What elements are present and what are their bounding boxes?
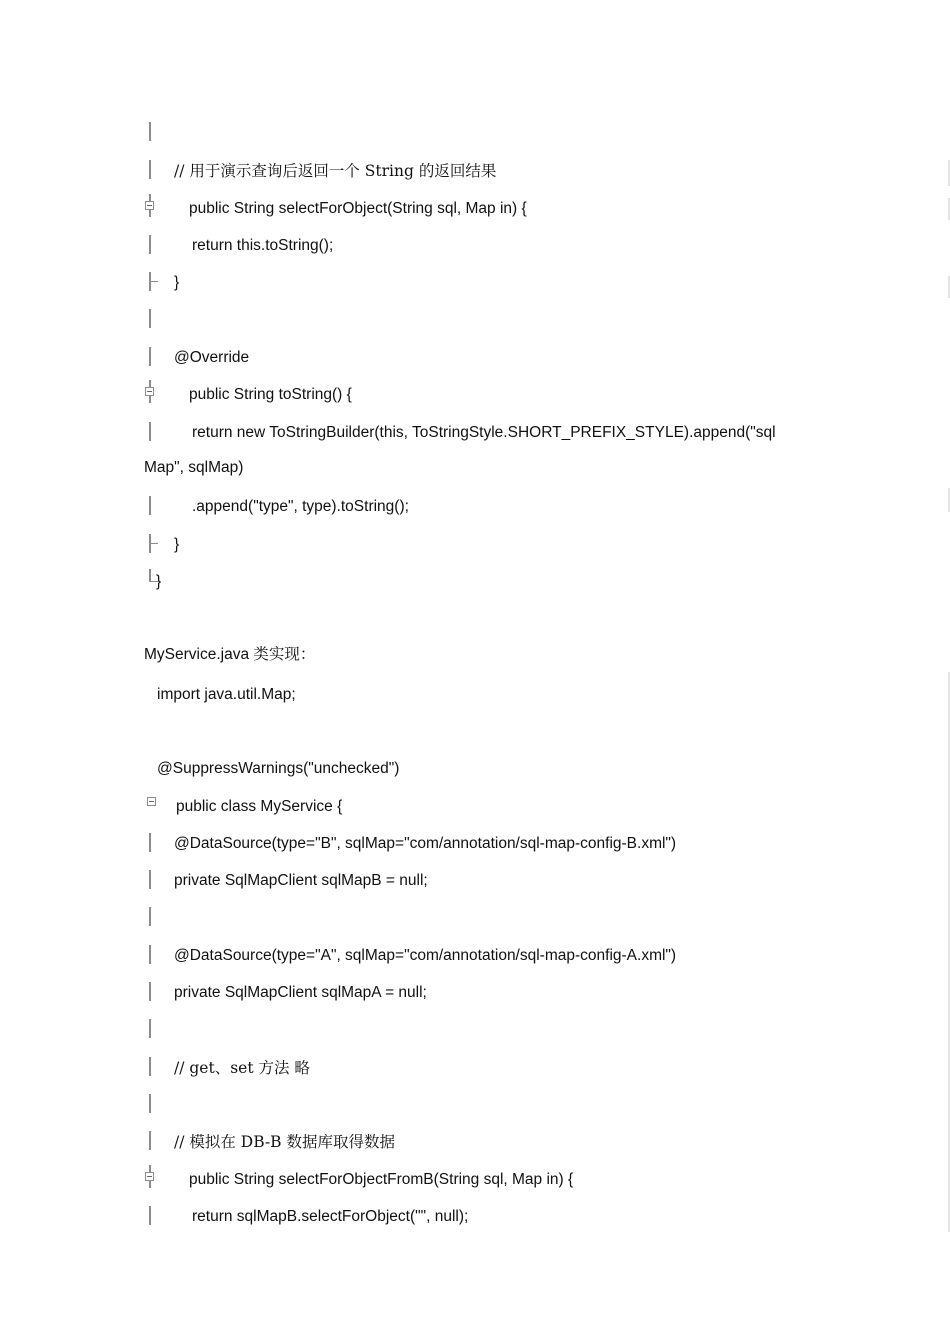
code-statement: return this.toString(); <box>192 237 334 254</box>
collapse-icon[interactable] <box>143 198 159 220</box>
fold-line-marker <box>143 1057 159 1079</box>
code-statement: return sqlMapB.selectForObject("", null); <box>192 1208 469 1225</box>
fold-line-marker <box>143 496 159 518</box>
fold-line-marker <box>143 422 159 444</box>
fold-line-marker <box>143 833 159 855</box>
code-class-declaration: public class MyService { <box>176 798 343 815</box>
fold-line-marker <box>143 1019 159 1041</box>
fold-line-marker <box>143 122 159 144</box>
fold-line-marker <box>143 347 159 369</box>
fold-line-marker <box>143 235 159 257</box>
fold-line-marker <box>143 1131 159 1153</box>
code-brace: } <box>174 536 180 553</box>
code-brace: } <box>174 274 180 291</box>
fold-line-marker <box>143 160 159 182</box>
code-comment: // get、set 方法 略 <box>174 1059 310 1077</box>
collapse-icon[interactable] <box>143 1169 159 1191</box>
code-comment: // 用于演示查询后返回一个 String 的返回结果 <box>174 162 497 180</box>
fold-end-marker <box>143 272 159 294</box>
fold-line-marker <box>143 870 159 892</box>
code-method-signature: public String selectForObject(String sql, Map in) { <box>189 200 527 217</box>
code-brace: } <box>156 573 162 590</box>
collapse-icon[interactable] <box>143 796 159 818</box>
code-annotation: @Override <box>174 349 250 366</box>
fold-line-marker <box>143 907 159 929</box>
fold-line-marker <box>143 1094 159 1116</box>
code-statement: .append("type", type).toString(); <box>192 498 409 515</box>
code-annotation: @SuppressWarnings("unchecked") <box>157 760 400 777</box>
code-field: private SqlMapClient sqlMapA = null; <box>174 984 427 1001</box>
fold-line-marker <box>143 982 159 1004</box>
fold-line-marker <box>143 1206 159 1228</box>
section-heading: MyService.java 类实现： <box>144 646 316 663</box>
code-field: private SqlMapClient sqlMapB = null; <box>174 872 428 889</box>
fold-end-marker <box>143 534 159 556</box>
code-annotation: @DataSource(type="A", sqlMap="com/annotation/sql-map-config-A.xml") <box>174 947 677 964</box>
code-statement-continuation: Map", sqlMap) <box>144 459 244 476</box>
code-comment: // 模拟在 DB-B 数据库取得数据 <box>174 1133 395 1151</box>
code-statement: return new ToStringBuilder(this, ToStringStyle.SHORT_PREFIX_STYLE).append("sql <box>192 424 776 441</box>
fold-line-marker <box>143 945 159 967</box>
code-import: import java.util.Map; <box>157 686 296 703</box>
code-annotation: @DataSource(type="B", sqlMap="com/annotation/sql-map-config-B.xml") <box>174 835 677 852</box>
code-method-signature: public String toString() { <box>189 386 352 403</box>
code-method-signature: public String selectForObjectFromB(String sql, Map in) { <box>189 1171 574 1188</box>
fold-line-marker <box>143 309 159 331</box>
collapse-icon[interactable] <box>143 384 159 406</box>
